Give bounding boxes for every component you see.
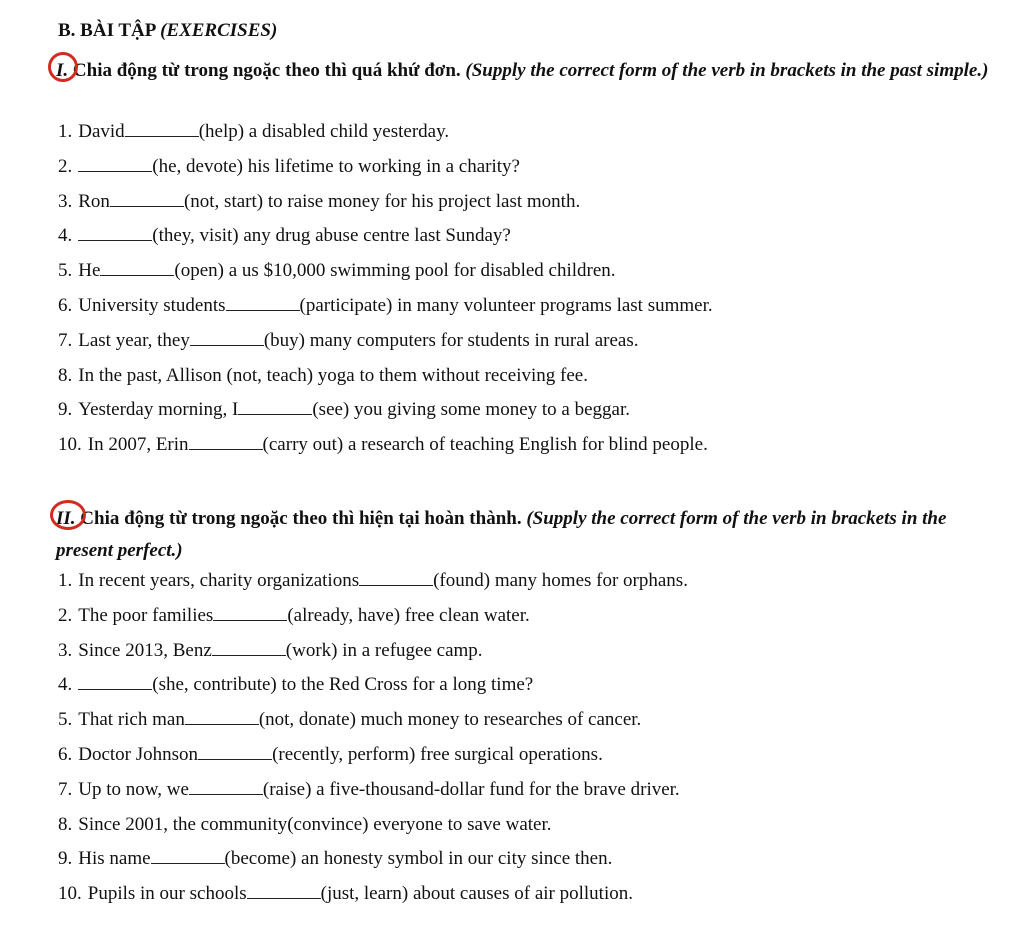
item-text-after: (she, contribute) to the Red Cross for a long time? bbox=[152, 674, 534, 696]
item-text-before: University students bbox=[78, 295, 226, 316]
answer-blank[interactable] bbox=[359, 569, 433, 586]
exercise-item bbox=[58, 569, 688, 593]
answer-blank[interactable] bbox=[226, 294, 300, 311]
section-2-heading bbox=[56, 503, 1001, 567]
item-text-before: Pupils in our schools bbox=[87, 883, 247, 905]
answer-blank[interactable] bbox=[212, 639, 286, 656]
item-text-before: The poor families bbox=[78, 604, 214, 626]
answer-blank[interactable] bbox=[78, 673, 152, 690]
item-number: 4. bbox=[58, 225, 73, 247]
answer-blank[interactable] bbox=[125, 120, 199, 137]
exercise-item bbox=[58, 190, 580, 214]
exercise-item bbox=[58, 398, 630, 422]
item-number: 1. bbox=[58, 121, 73, 142]
item-text-before: Since 2013, Benz bbox=[78, 639, 212, 661]
exercise-item bbox=[58, 120, 449, 144]
section-1-instruction-en: (Supply the correct form of the verb in brackets in the past simple.) bbox=[465, 60, 989, 81]
exercise-item bbox=[58, 882, 633, 906]
item-text-before: In 2007, Erin bbox=[87, 434, 189, 456]
exercise-item bbox=[58, 604, 530, 628]
item-number: 2. bbox=[58, 155, 73, 177]
answer-blank[interactable] bbox=[198, 743, 272, 760]
section-1-instruction-vi: Chia động từ trong ngoặc theo thì quá khứ đơn. bbox=[72, 60, 461, 81]
item-number: 4. bbox=[58, 674, 73, 696]
answer-blank[interactable] bbox=[190, 329, 264, 346]
item-number: 9. bbox=[58, 848, 73, 870]
exercise-item bbox=[58, 364, 588, 388]
item-text-after: (they, visit) any drug abuse centre last Sunday? bbox=[152, 225, 511, 247]
item-text-after: (he, devote) his lifetime to working in a charity? bbox=[152, 155, 520, 177]
answer-blank[interactable] bbox=[189, 433, 263, 450]
item-text-before: Ron bbox=[78, 190, 110, 212]
item-text-after: (carry out) a research of teaching English for blind people. bbox=[262, 434, 708, 456]
item-number: 8. bbox=[58, 813, 73, 835]
exercise-item bbox=[58, 673, 533, 697]
item-number: 6. bbox=[58, 744, 73, 765]
exercise-item bbox=[58, 847, 612, 871]
exercise-item bbox=[58, 743, 603, 767]
item-text-before: Yesterday morning, I bbox=[78, 399, 239, 421]
item-text-before: Last year, they bbox=[78, 329, 190, 351]
item-text-after: (help) a disabled child yesterday. bbox=[198, 121, 450, 142]
item-text-after: (become) an honesty symbol in our city since then. bbox=[224, 848, 613, 870]
section-1-heading bbox=[56, 55, 1001, 87]
answer-blank[interactable] bbox=[100, 259, 174, 276]
page-title bbox=[58, 20, 277, 42]
answer-blank[interactable] bbox=[185, 708, 259, 725]
item-text-before: David bbox=[78, 121, 125, 142]
item-number: 7. bbox=[58, 329, 73, 351]
exercise-item bbox=[58, 433, 708, 457]
item-text-after: (recently, perform) free surgical operations. bbox=[272, 744, 603, 765]
item-text-after: (not, donate) much money to researches of cancer. bbox=[258, 709, 642, 731]
item-number: 5. bbox=[58, 709, 73, 731]
answer-blank[interactable] bbox=[78, 155, 152, 172]
item-text-before: That rich man bbox=[78, 709, 185, 731]
item-text-after: (not, start) to raise money for his project last month. bbox=[183, 190, 581, 212]
item-text-after: (found) many homes for orphans. bbox=[433, 570, 688, 591]
item-number: 7. bbox=[58, 778, 73, 800]
title-vi: B. BÀI TẬP bbox=[58, 20, 156, 41]
item-text-before: He bbox=[78, 260, 101, 282]
title-en: (EXERCISES) bbox=[160, 20, 278, 41]
section-2-instruction-en: (Supply the correct form of the verb in brackets in the present perfect.) bbox=[56, 508, 947, 561]
item-text-before: Doctor Johnson bbox=[78, 744, 199, 765]
answer-blank[interactable] bbox=[110, 190, 184, 207]
item-number: 8. bbox=[58, 364, 73, 386]
answer-blank[interactable] bbox=[238, 398, 312, 415]
item-number: 1. bbox=[58, 570, 73, 591]
answer-blank[interactable] bbox=[213, 604, 287, 621]
item-number: 10. bbox=[58, 883, 82, 905]
item-number: 9. bbox=[58, 399, 73, 421]
item-text-after: (work) in a refugee camp. bbox=[285, 639, 483, 661]
exercise-item bbox=[58, 294, 713, 318]
item-number: 2. bbox=[58, 604, 73, 626]
exercise-item bbox=[58, 155, 520, 179]
item-text-after: (see) you giving some money to a beggar. bbox=[312, 399, 630, 421]
answer-blank[interactable] bbox=[247, 882, 321, 899]
answer-blank[interactable] bbox=[189, 778, 263, 795]
section-1-number: I. bbox=[56, 55, 68, 87]
item-text-before: Since 2001, the community(convince) everyone to save water. bbox=[78, 813, 552, 835]
item-text-after: (already, have) free clean water. bbox=[287, 604, 530, 626]
item-text-after: (participate) in many volunteer programs last summer. bbox=[299, 295, 713, 316]
exercise-item bbox=[58, 813, 552, 837]
exercise-item bbox=[58, 708, 641, 732]
item-number: 10. bbox=[58, 434, 82, 456]
exercise-item bbox=[58, 778, 680, 802]
section-2-instruction-vi: Chia động từ trong ngoặc theo thì hiện tại hoàn thành. bbox=[80, 508, 522, 529]
exercise-item bbox=[58, 259, 616, 283]
section-2-number: II. bbox=[56, 503, 76, 535]
item-text-before: Up to now, we bbox=[78, 778, 189, 800]
item-text-after: (open) a us $10,000 swimming pool for disabled children. bbox=[174, 260, 616, 282]
item-number: 3. bbox=[58, 639, 73, 661]
item-number: 5. bbox=[58, 260, 73, 282]
exercise-item bbox=[58, 639, 483, 663]
answer-blank[interactable] bbox=[151, 847, 225, 864]
item-number: 6. bbox=[58, 295, 73, 316]
item-text-before: In the past, Allison (not, teach) yoga to them without receiving fee. bbox=[78, 364, 588, 386]
item-text-after: (raise) a five-thousand-dollar fund for the brave driver. bbox=[262, 778, 680, 800]
item-text-after: (buy) many computers for students in rural areas. bbox=[263, 329, 639, 351]
item-text-before: In recent years, charity organizations bbox=[78, 570, 360, 591]
item-text-before: His name bbox=[78, 848, 151, 870]
exercise-item bbox=[58, 224, 511, 248]
item-number: 3. bbox=[58, 190, 73, 212]
item-text-after: (just, learn) about causes of air pollution. bbox=[320, 883, 633, 905]
exercise-item bbox=[58, 329, 638, 353]
answer-blank[interactable] bbox=[78, 224, 152, 241]
